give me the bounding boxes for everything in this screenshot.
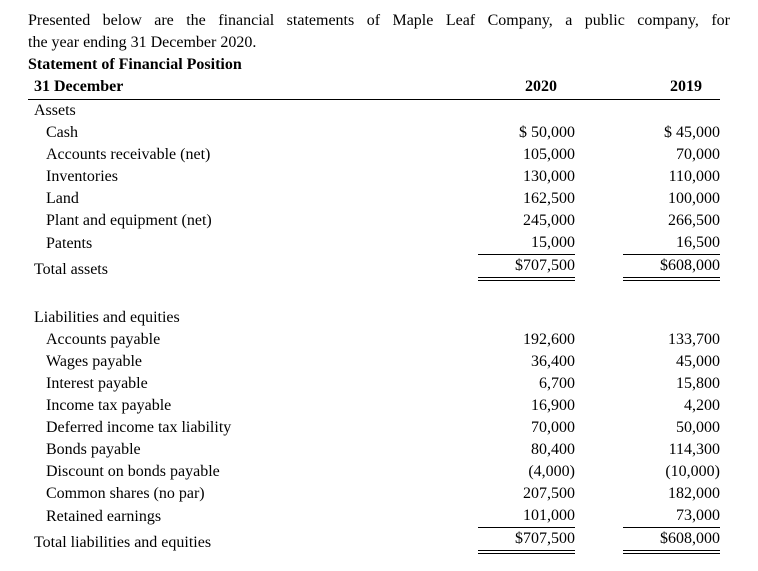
row-label: Accounts payable [46,331,161,348]
value-2020: 101,000 [478,505,575,528]
table-row-total-liabilities-and-equities [28,528,720,554]
value-2019: 110,000 [668,168,720,185]
row-label: Interest payable [46,375,148,392]
value-2020: 16,900 [531,397,575,414]
row-label: Plant and equipment (net) [46,212,212,229]
table-header-row [28,76,720,100]
value-2019: 100,000 [668,190,720,207]
section-label: Liabilities and equities [34,309,180,326]
row-label: Discount on bonds payable [46,463,220,480]
value-2019: 16,500 [623,232,720,255]
header-31-december: 31 December [34,78,124,95]
value-2019: 15,800 [676,375,720,392]
value-2019: $608,000 [623,528,720,554]
table-row-interest-payable [28,373,720,395]
header-2020: 2020 [525,78,557,95]
table-row-common-shares [28,483,720,505]
value-2019: $608,000 [623,255,720,281]
table-row-total-assets [28,255,720,281]
intro-text-line2: the year ending 31 December 2020. [28,34,257,51]
value-2019: 73,000 [623,505,720,528]
value-2020: $707,500 [478,255,575,281]
value-2020: 70,000 [531,419,575,436]
row-label: Deferred income tax liability [46,419,232,436]
table-row-cash [28,122,720,144]
value-2019: 4,200 [684,397,720,414]
value-2019: 70,000 [676,146,720,163]
section-spacer [28,281,720,307]
value-2020: 36,400 [531,353,575,370]
total-label: Total assets [34,261,108,278]
value-2020: 80,400 [531,441,575,458]
intro-text-line1: Presented below are the financial statements of Maple Leaf Company, a public company, for [28,12,730,29]
table-row-assets-section [28,100,720,122]
value-2020: $ 50,000 [519,124,575,141]
value-2020: 162,500 [523,190,575,207]
value-2020: 207,500 [523,485,575,502]
value-2020: 245,000 [523,212,575,229]
table-row-income-tax-payable [28,395,720,417]
table-row-discount-on-bonds-payable [28,461,720,483]
value-2019: $ 45,000 [664,124,720,141]
table-row-patents [28,232,720,255]
value-2020: 15,000 [478,232,575,255]
value-2020: $707,500 [478,528,575,554]
row-label: Wages payable [46,353,142,370]
table-row-bonds-payable [28,439,720,461]
value-2020: 192,600 [523,331,575,348]
row-label: Accounts receivable (net) [46,146,211,163]
table-row-wages-payable [28,351,720,373]
row-label: Bonds payable [46,441,141,458]
value-2019: 50,000 [676,419,720,436]
header-2019: 2019 [670,78,702,95]
total-label: Total liabilities and equities [34,534,212,551]
value-2019: 266,500 [668,212,720,229]
table-row-plant-and-equipment [28,210,720,232]
value-2019: (10,000) [665,463,720,480]
value-2019: 114,300 [668,441,720,458]
statement-title: Statement of Financial Position [28,56,242,73]
row-label: Common shares (no par) [46,485,205,502]
table-row-inventories [28,166,720,188]
row-label: Cash [46,124,78,141]
row-label: Retained earnings [46,508,162,525]
row-label: Inventories [46,168,118,185]
row-label: Land [46,190,79,207]
value-2020: (4,000) [528,463,575,480]
value-2019: 133,700 [668,331,720,348]
value-2019: 45,000 [676,353,720,370]
table-row-accounts-receivable [28,144,720,166]
table-row-retained-earnings [28,505,720,528]
row-label: Patents [46,235,93,252]
table-row-liabilities-section [28,307,720,329]
table-row-land [28,188,720,210]
value-2020: 6,700 [539,375,575,392]
section-label: Assets [34,102,76,119]
value-2020: 105,000 [523,146,575,163]
table-row-accounts-payable [28,329,720,351]
value-2019: 182,000 [668,485,720,502]
table-row-deferred-income-tax-liability [28,417,720,439]
value-2020: 130,000 [523,168,575,185]
row-label: Income tax payable [46,397,172,414]
